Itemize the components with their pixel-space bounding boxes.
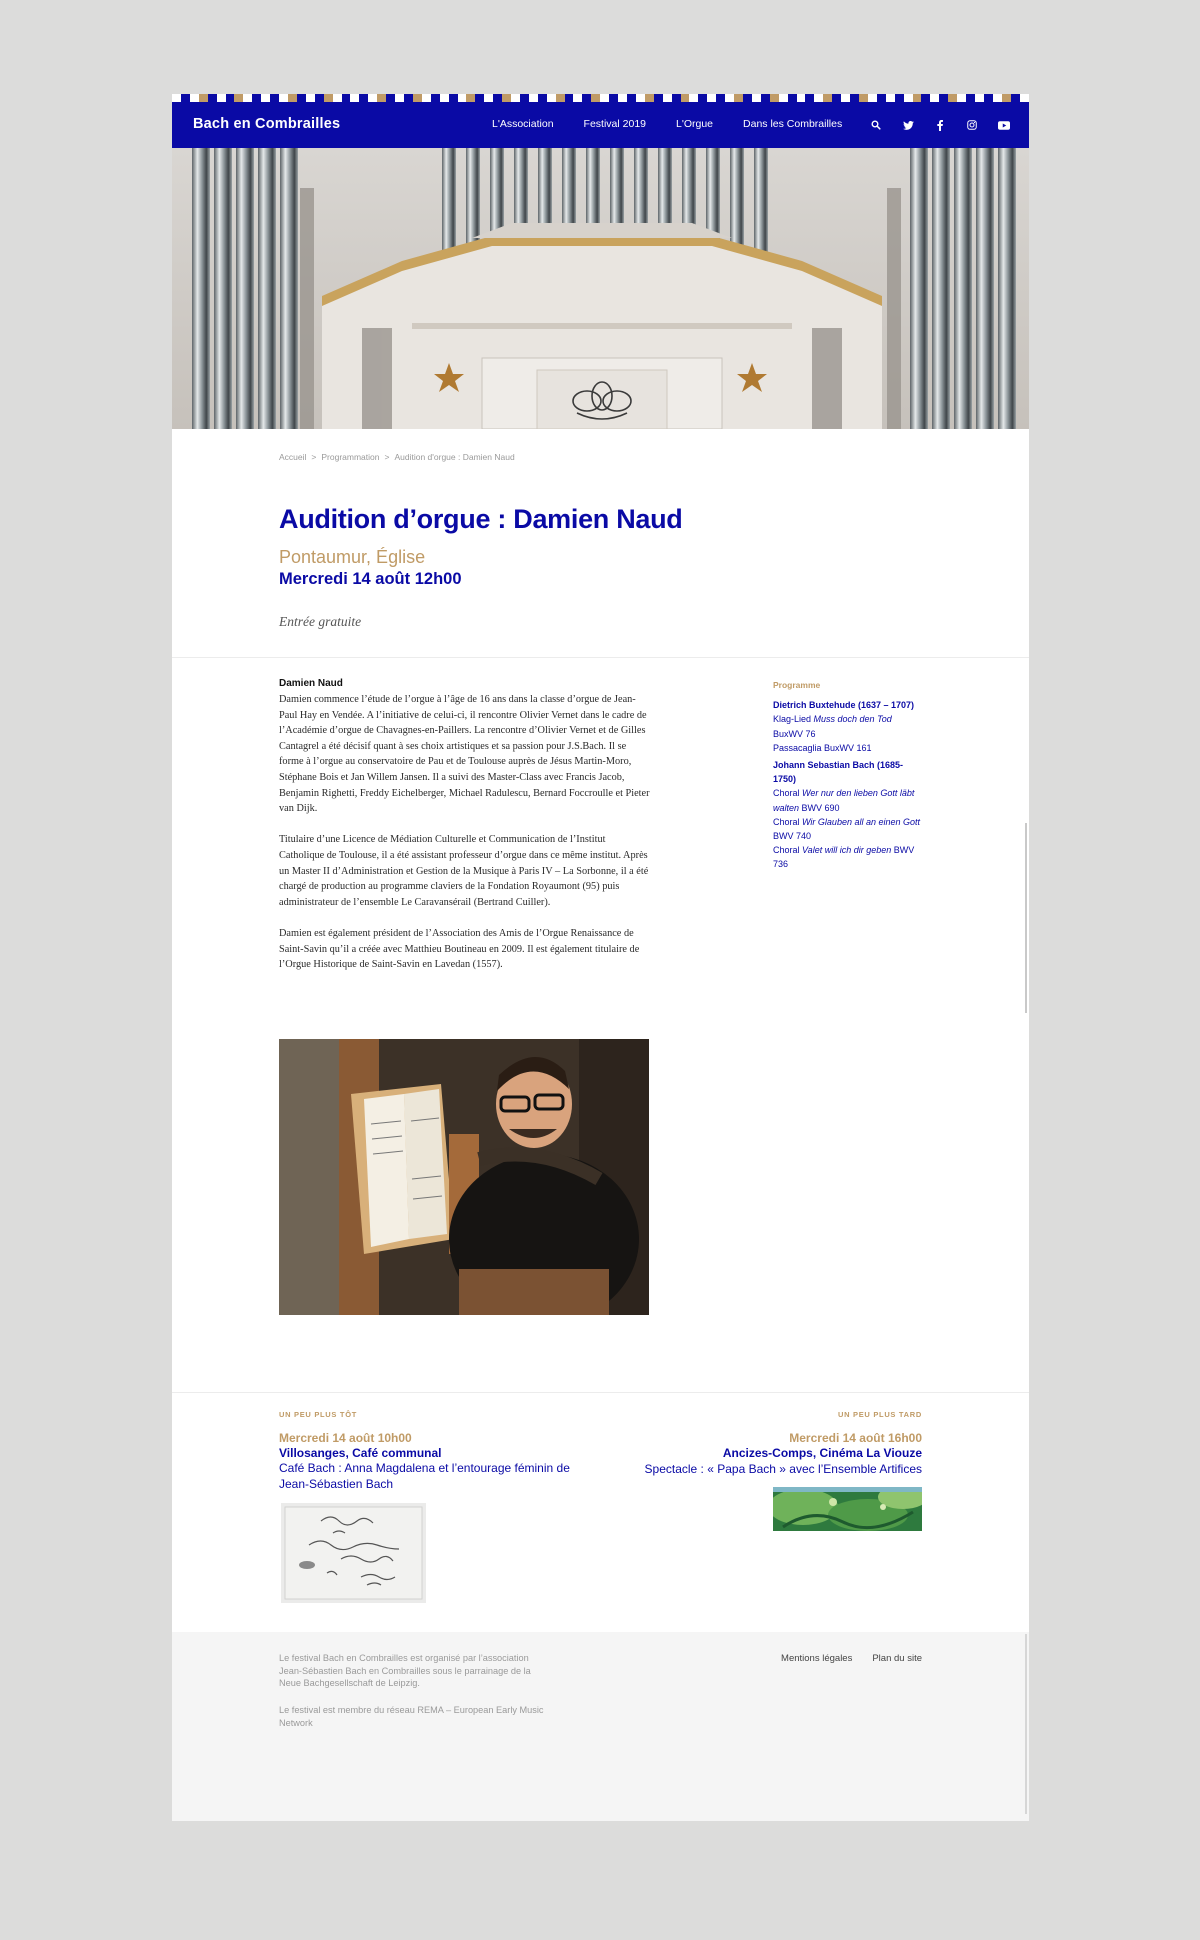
twitter-icon[interactable] <box>892 114 924 136</box>
divider <box>172 657 1029 658</box>
scrollbar-thumb[interactable] <box>1025 1634 1027 1814</box>
nav-item-festival[interactable]: Festival 2019 <box>583 118 646 130</box>
youtube-icon[interactable] <box>988 114 1020 136</box>
entry-note: Entrée gratuite <box>279 614 362 629</box>
next-event-thumbnail[interactable] <box>773 1487 922 1531</box>
page <box>172 94 1029 1821</box>
composer-name: Dietrich Buxtehude (1637 – 1707) <box>773 700 915 711</box>
programme-work: Klag-Lied Muss doch den Tod BuxWV 76 <box>773 714 892 739</box>
organist-photo <box>279 1039 649 1315</box>
scrollbar-thumb[interactable] <box>1025 823 1027 1013</box>
bio-paragraph: Titulaire d’une Licence de Médiation Culturelle et Communication de l’Institut Catholique de Toulouse, il a été assistant professeur d’orgue dans ce même institut. Après un Master II d’Administration et Gestion de la Musique à Paris IV – La Sorbonne, il a été chargé de production au programme claviers de la Fondation Royaumont (95) puis administrateur de l’ensemble Le Caravansérail (Bertrand Cuiller). <box>279 834 649 908</box>
programme-label: Programme <box>773 680 821 690</box>
decorative-strip <box>172 94 1029 102</box>
next-event-place[interactable]: Ancizes-Comps, Cinéma La Viouze <box>722 1446 922 1460</box>
programme-work: Choral Valet will ich dir geben BWV 736 <box>773 845 915 870</box>
prev-event-date[interactable]: Mercredi 14 août 10h00 <box>279 1431 412 1445</box>
footer-links <box>761 1653 922 1664</box>
footer-link-mentions[interactable]: Mentions légales <box>781 1653 853 1664</box>
main-nav <box>492 118 872 130</box>
programme <box>773 678 923 872</box>
breadcrumb-programmation[interactable]: Programmation <box>321 452 380 462</box>
prev-event-label: UN PEU PLUS TÔT <box>279 1410 358 1419</box>
footer-link-plan[interactable]: Plan du site <box>872 1653 922 1664</box>
prev-event-thumbnail[interactable] <box>281 1503 426 1603</box>
programme-work: Passacaglia BuxWV 161 <box>773 742 872 753</box>
breadcrumb-current: Audition d'orgue : Damien Naud <box>394 452 515 462</box>
social-icons <box>860 114 1020 136</box>
hero-organ-image <box>172 148 1029 429</box>
site-footer <box>172 1632 1029 1821</box>
programme-work: Choral Wir Glauben all an einen Gott BWV 740 <box>773 816 920 842</box>
nav-item-combrailles[interactable]: Dans les Combrailles <box>743 118 843 130</box>
site-header <box>172 102 1029 149</box>
event-location: Pontaumur, Église <box>279 547 426 567</box>
biography <box>279 678 651 988</box>
nav-item-orgue[interactable]: L'Orgue <box>676 118 714 130</box>
search-icon[interactable] <box>860 114 892 136</box>
composer-name: Johann Sebastian Bach (1685-1750) <box>773 760 904 785</box>
programme-work: Choral Wer nur den lieben Gott läbt walten BWV 690 <box>773 788 915 813</box>
bio-paragraph: Damien est également président de l’Association des Amis de l’Orgue Renaissance de Saint-Savin qu’il a créée avec Matthieu Boutineau en 2009. Il est également titulaire de l’Orgue Historique de Saint-Savin en Lavedan (1557). <box>279 927 640 971</box>
site-title-link[interactable]: Bach en Combrailles <box>193 116 341 132</box>
prev-event-title[interactable]: Café Bach : Anna Magdalena et l’entourage féminin de Jean-Sébastien Bach <box>279 1461 570 1491</box>
next-event-title[interactable]: Spectacle : « Papa Bach » avec l’Ensemble Artifices <box>644 1462 922 1476</box>
breadcrumb-home[interactable]: Accueil <box>279 452 307 462</box>
breadcrumb-separator: > <box>311 452 317 462</box>
breadcrumb <box>279 452 515 462</box>
event-date: Mercredi 14 août 12h00 <box>279 570 462 588</box>
footer-text: Le festival Bach en Combrailles est organisé par l’association Jean-Sébastien Bach en Combrailles sous le parrainage de la Neue Bachgesellschaft de Leipzig. <box>279 1653 531 1689</box>
next-event-date[interactable]: Mercredi 14 août 16h00 <box>789 1431 922 1445</box>
page-title: Audition d’orgue : Damien Naud <box>279 504 683 534</box>
next-event-label: UN PEU PLUS TARD <box>838 1410 922 1419</box>
bio-name: Damien Naud <box>279 678 343 689</box>
facebook-icon[interactable] <box>924 114 956 136</box>
nav-item-association[interactable]: L'Association <box>492 118 554 130</box>
prev-event-place[interactable]: Villosanges, Café communal <box>279 1446 442 1460</box>
instagram-icon[interactable] <box>956 114 988 136</box>
bio-paragraph: Damien commence l’étude de l’orgue à l’âge de 16 ans dans la classe d’orgue de Jean-Paul Hay en Vendée. A l’initiative de celui-ci, il rencontre Olivier Vernet dans le cadre de l’Académie d’orgue de Chavagnes-en-Paillers. La rencontre d’Olivier Vernet et de Gilles Cantagrel a été décisif quant à ses choix artistiques et sa passion pour J.S.Bach. Il se forme à l’orgue au conservatoire de Pau et de Toulouse auprès de Jésus Martin-Moro, Stéphane Bois et Jan Willem Jansen. Il a suivi des Master-Class avec Francis Jacob, Benjamin Righetti, Freddy Eichelberger, Michael Radulescu, Bernard Foccroulle et Pieter van Dijk. <box>279 694 650 815</box>
breadcrumb-separator: > <box>384 452 390 462</box>
divider <box>172 1392 1029 1393</box>
footer-text: Le festival est membre du réseau REMA – European Early Music Network <box>279 1705 544 1728</box>
